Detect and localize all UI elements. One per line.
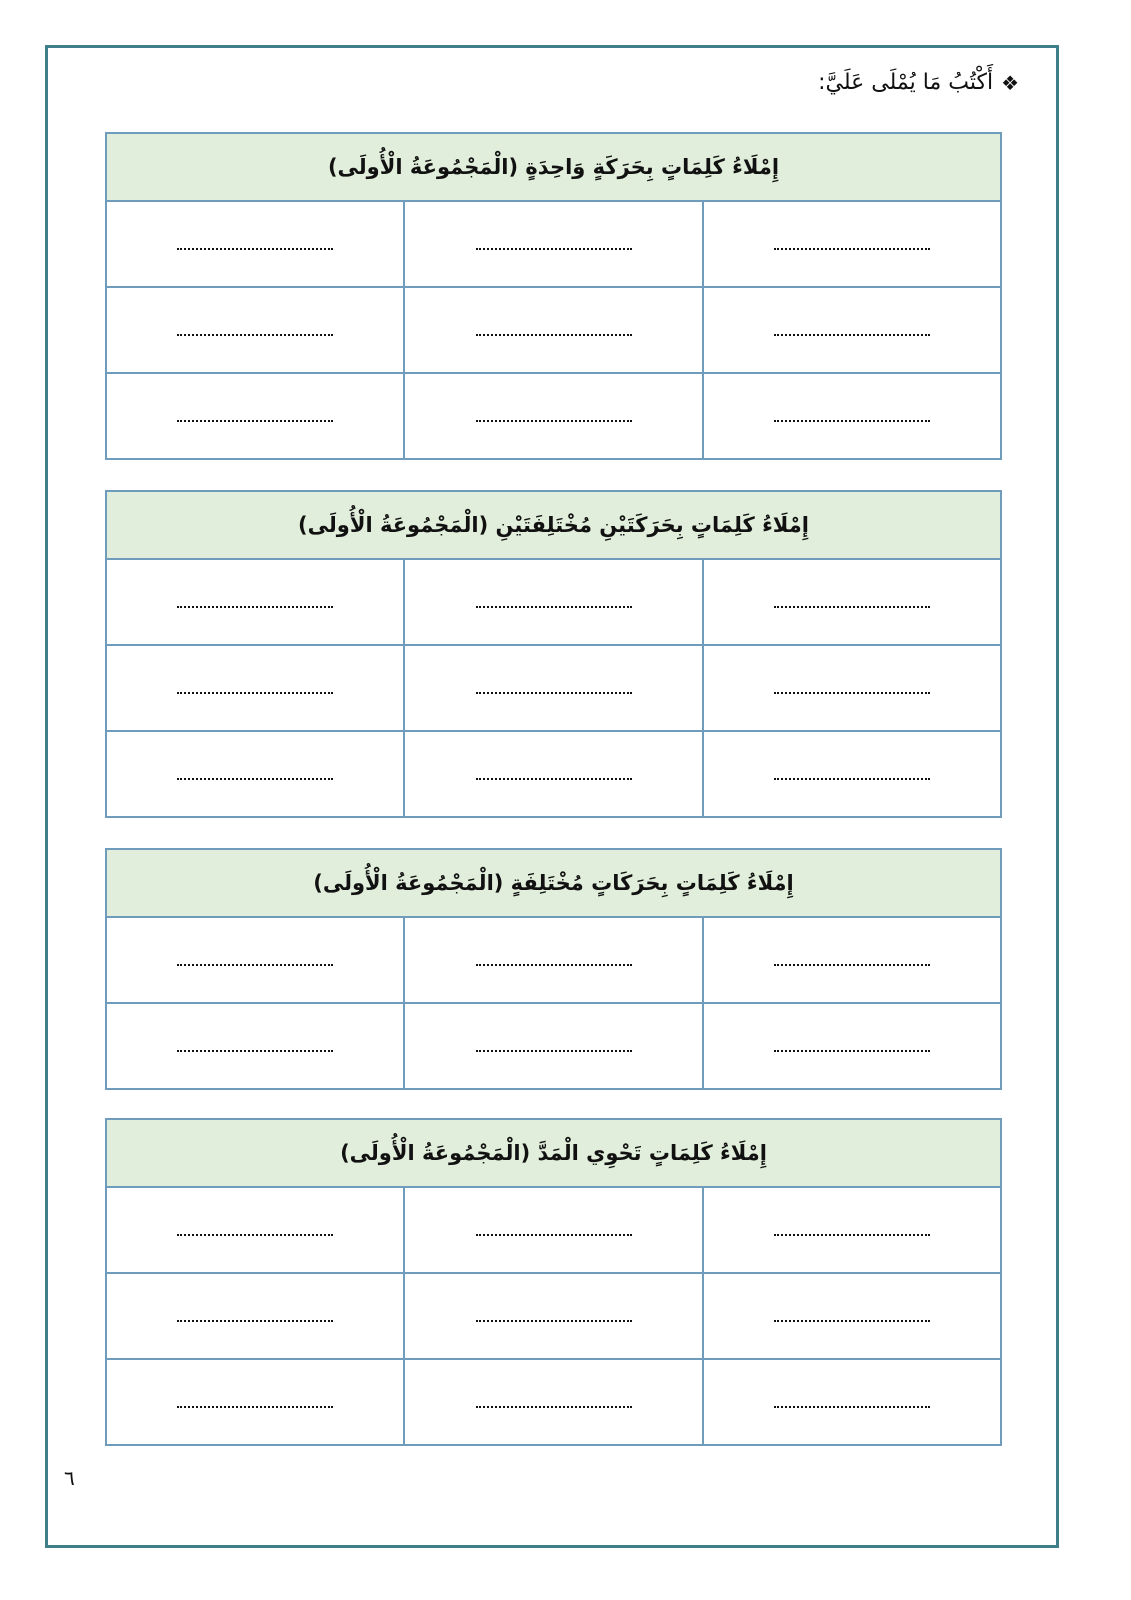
answer-cell[interactable]: [106, 1003, 404, 1089]
answer-cell[interactable]: [106, 287, 404, 373]
dotted-line: [476, 964, 632, 966]
dotted-line: [177, 1320, 333, 1322]
table-row: [106, 731, 1001, 817]
dotted-line: [476, 1234, 632, 1236]
answer-cell[interactable]: [703, 917, 1001, 1003]
answer-cell[interactable]: [703, 645, 1001, 731]
dotted-line: [774, 1320, 930, 1322]
answer-cell[interactable]: [404, 559, 702, 645]
dotted-line: [177, 692, 333, 694]
answer-cell[interactable]: [703, 559, 1001, 645]
dotted-line: [177, 964, 333, 966]
answer-cell[interactable]: [404, 1359, 702, 1445]
table-row: [106, 1187, 1001, 1273]
answer-cell[interactable]: [703, 1003, 1001, 1089]
dotted-line: [774, 692, 930, 694]
instruction: [818, 70, 1019, 95]
table-row: [106, 559, 1001, 645]
table-title: إِمْلَاءُ كَلِمَاتٍ بِحَرَكَةٍ وَاحِدَةٍ (الْمَجْمُوعَةُ الْأُولَى): [106, 133, 1001, 201]
answer-cell[interactable]: [106, 559, 404, 645]
answer-cell[interactable]: [703, 1273, 1001, 1359]
table-row: [106, 645, 1001, 731]
dotted-line: [177, 606, 333, 608]
dotted-line: [476, 778, 632, 780]
dictation-table-4: [105, 1118, 1002, 1446]
dotted-line: [774, 606, 930, 608]
answer-cell[interactable]: [106, 1359, 404, 1445]
diamond-bullet-icon: ❖: [1001, 70, 1019, 95]
table-row: [106, 201, 1001, 287]
dictation-table-1: [105, 132, 1002, 460]
table-row: [106, 1003, 1001, 1089]
dotted-line: [177, 334, 333, 336]
dotted-line: [476, 334, 632, 336]
answer-cell[interactable]: [106, 373, 404, 459]
answer-cell[interactable]: [404, 645, 702, 731]
dotted-line: [774, 778, 930, 780]
table-title: إِمْلَاءُ كَلِمَاتٍ بِحَرَكَتَيْنِ مُخْتَلِفَتَيْنِ (الْمَجْمُوعَةُ الْأُولَى): [106, 491, 1001, 559]
answer-cell[interactable]: [404, 1273, 702, 1359]
answer-cell[interactable]: [404, 287, 702, 373]
answer-cell[interactable]: [106, 201, 404, 287]
dotted-line: [476, 1050, 632, 1052]
answer-cell[interactable]: [703, 201, 1001, 287]
answer-cell[interactable]: [404, 201, 702, 287]
answer-cell[interactable]: [703, 373, 1001, 459]
answer-cell[interactable]: [703, 287, 1001, 373]
dotted-line: [476, 1406, 632, 1408]
answer-cell[interactable]: [404, 917, 702, 1003]
dictation-table-3: [105, 848, 1002, 1090]
table-row: [106, 1359, 1001, 1445]
table-row: [106, 1273, 1001, 1359]
answer-cell[interactable]: [106, 731, 404, 817]
table-row: [106, 287, 1001, 373]
answer-cell[interactable]: [404, 1187, 702, 1273]
table-title: إِمْلَاءُ كَلِمَاتٍ بِحَرَكَاتٍ مُخْتَلِفَةٍ (الْمَجْمُوعَةُ الْأُولَى): [106, 849, 1001, 917]
dotted-line: [774, 248, 930, 250]
answer-cell[interactable]: [106, 917, 404, 1003]
dotted-line: [476, 1320, 632, 1322]
dotted-line: [774, 1234, 930, 1236]
dotted-line: [177, 248, 333, 250]
table-title: إِمْلَاءُ كَلِمَاتٍ تَحْوِي الْمَدَّ (الْمَجْمُوعَةُ الْأُولَى): [106, 1119, 1001, 1187]
dotted-line: [177, 778, 333, 780]
dictation-table-2: [105, 490, 1002, 818]
answer-cell[interactable]: [106, 1273, 404, 1359]
page-number: ٦: [64, 1466, 75, 1490]
dotted-line: [476, 248, 632, 250]
answer-cell[interactable]: [106, 645, 404, 731]
dotted-line: [177, 420, 333, 422]
table-row: [106, 373, 1001, 459]
answer-cell[interactable]: [703, 1187, 1001, 1273]
dotted-line: [177, 1234, 333, 1236]
instruction-text: أَكْتُبُ مَا يُمْلَى عَلَيَّ:: [818, 70, 994, 95]
answer-cell[interactable]: [703, 731, 1001, 817]
dotted-line: [476, 420, 632, 422]
answer-cell[interactable]: [106, 1187, 404, 1273]
dotted-line: [774, 1406, 930, 1408]
dotted-line: [774, 334, 930, 336]
dotted-line: [177, 1406, 333, 1408]
table-row: [106, 917, 1001, 1003]
answer-cell[interactable]: [404, 1003, 702, 1089]
dotted-line: [774, 420, 930, 422]
dotted-line: [177, 1050, 333, 1052]
dotted-line: [774, 1050, 930, 1052]
answer-cell[interactable]: [404, 373, 702, 459]
dotted-line: [476, 606, 632, 608]
dotted-line: [476, 692, 632, 694]
answer-cell[interactable]: [703, 1359, 1001, 1445]
answer-cell[interactable]: [404, 731, 702, 817]
dotted-line: [774, 964, 930, 966]
